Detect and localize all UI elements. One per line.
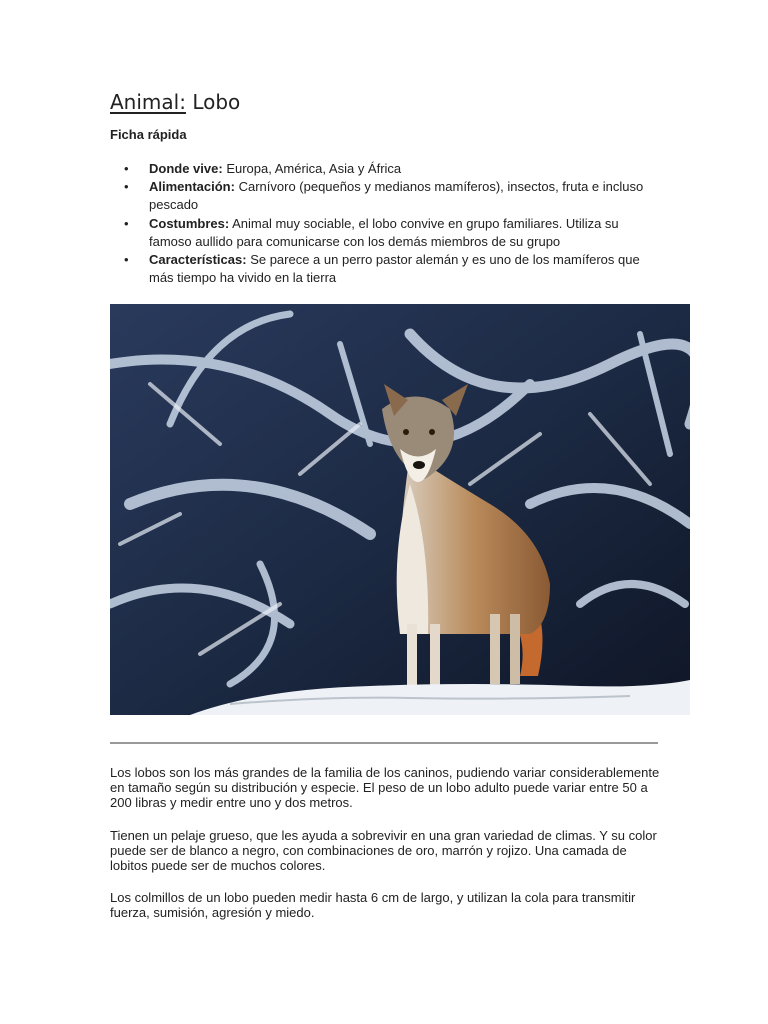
title-value: Lobo — [192, 90, 241, 114]
fact-label: Características: — [149, 252, 247, 268]
list-item — [110, 215, 655, 251]
fact-label: Donde vive: — [149, 161, 223, 176]
fact-text: Se parece a un perro pastor alemán y es uno de los mamíferos que más tiempo ha vivido en la tierra — [149, 252, 640, 286]
page-title — [110, 90, 240, 114]
list-item — [110, 160, 655, 178]
paragraph: Los lobos son los más grandes de la familia de los caninos, pudiendo variar considerablemente en tamaño según su distribución y especie. El peso de un lobo adulto puede variar entre 50 a 200 libras y medir entre uno y dos metros. — [110, 765, 660, 810]
facts-list — [110, 160, 655, 287]
fact-text: Carnívoro (pequeños y medianos mamíferos), insectos, fruta e incluso pescado — [149, 179, 644, 213]
wolf-photo — [110, 304, 690, 715]
fact-text: Europa, América, Asia y África — [226, 161, 402, 176]
list-item — [110, 178, 655, 214]
fact-label: Alimentación: — [149, 179, 235, 195]
paragraph: Tienen un pelaje grueso, que les ayuda a sobrevivir en una gran variedad de climas. Y su color puede ser de blanco a negro, con combinaciones de oro, marrón y rojizo. Una camada de lobitos puede ser de muchos colores. — [110, 828, 657, 873]
divider — [110, 742, 658, 744]
bullet-icon: • — [124, 252, 129, 268]
fact-text: Animal muy sociable, el lobo convive en grupo familiares. Utiliza su famoso aullido para comunicarse con los demás miembros de su grupo — [149, 215, 619, 249]
fact-label: Costumbres: — [149, 215, 230, 231]
bullet-icon: • — [124, 179, 129, 195]
page-subtitle: Ficha rápida — [110, 127, 187, 142]
bullet-icon: • — [124, 215, 129, 231]
paragraph: Los colmillos de un lobo pueden medir hasta 6 cm de largo, y utilizan la cola para transmitir fuerza, sumisión, agresión y miedo. — [110, 890, 636, 920]
bullet-icon: • — [124, 161, 129, 176]
list-item — [110, 251, 655, 287]
title-label: Animal: — [110, 90, 186, 114]
